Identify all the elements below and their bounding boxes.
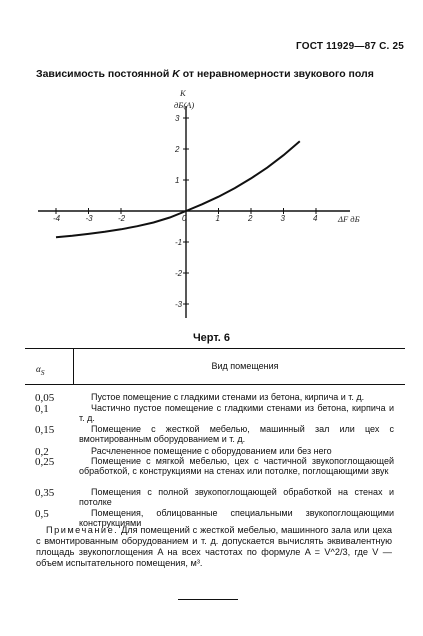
chart-title-symbol: K: [172, 68, 180, 80]
x-axis-label: ΔF дБ: [338, 214, 360, 224]
row-description: Помещения с полной звукопоглощающей обработкой на стенах и потолке: [79, 487, 394, 508]
y-tick-label: 1: [175, 176, 180, 185]
x-tick-label: -3: [85, 214, 93, 223]
row-description: Частично пустое помещение с гладкими стенами из бетона, кирпича и т. д.: [79, 403, 394, 424]
note-text: Для помещений с жесткой мебелью, машинного зала или цеха с вмонтированным оборудованием и т. д. допускается вычислять эквивалентную площадь звукопоглощения A на всех частотах по формуле A = V^2/3, где V — объем испытательного помещения, м³.: [36, 525, 392, 568]
row-coefficient: 0,2: [35, 446, 49, 458]
row-description: Пустое помещение с гладкими стенами из бетона, кирпича и т. д.: [91, 392, 365, 402]
table-header-description: Вид помещения: [211, 361, 279, 371]
x-tick-label: -2: [118, 214, 126, 223]
note: [36, 525, 392, 569]
y-tick-label: 3: [175, 114, 180, 123]
page-header: ГОСТ 11929—87 С. 25: [296, 41, 405, 52]
y-tick-label: -1: [175, 238, 183, 247]
footer-rule: [178, 599, 238, 600]
x-tick-label: 3: [280, 214, 285, 223]
row-description: Помещение с мягкой мебелью, цех с частичной звукопоглощающей обработкой, с конструкциями на стенах или потолке, поглощающими звук: [79, 456, 394, 477]
x-tick-label: -4: [53, 214, 61, 223]
row-description: Расчлененное помещение с оборудованием или без него: [91, 446, 332, 456]
chart: [0, 80, 423, 325]
chart-title-suffix: от неравномерности звукового поля: [182, 68, 374, 80]
row-coefficient: 0,5: [35, 508, 49, 520]
row-coefficient: 0,15: [35, 424, 55, 436]
y-tick-label: 2: [175, 145, 180, 154]
figure-caption: Черт. 6: [192, 332, 231, 344]
chart-title: [36, 68, 374, 80]
table-header-rule: [25, 384, 405, 385]
y-axis-label: K: [180, 88, 186, 98]
x-tick-label: 0: [182, 214, 187, 223]
table-header-coefficient: $\alpha_S$: [36, 364, 45, 377]
y-axis-unit: дБ(А): [174, 100, 195, 110]
x-tick-label: 2: [248, 214, 253, 223]
x-tick-label: 1: [215, 214, 220, 223]
y-tick-label: -3: [175, 300, 183, 309]
note-label: Примечание.: [46, 525, 119, 535]
row-description: Помещение с жесткой мебелью, машинный зал или цех с вмонтированным оборудованием и т. д.: [79, 424, 394, 445]
row-description: Помещения, облицованные специальными звукопоглощающими конструкциями: [79, 508, 394, 529]
chart-title-prefix: Зависимость постоянной: [36, 68, 170, 80]
table-top-rule: [25, 348, 405, 349]
row-coefficient: 0,25: [35, 456, 55, 468]
row-coefficient: 0,1: [35, 403, 49, 415]
y-tick-label: -2: [175, 269, 183, 278]
row-coefficient: 0,35: [35, 487, 55, 499]
x-tick-label: 4: [313, 214, 318, 223]
table-header-divider: [73, 348, 74, 384]
row-coefficient: 0,05: [35, 392, 55, 404]
